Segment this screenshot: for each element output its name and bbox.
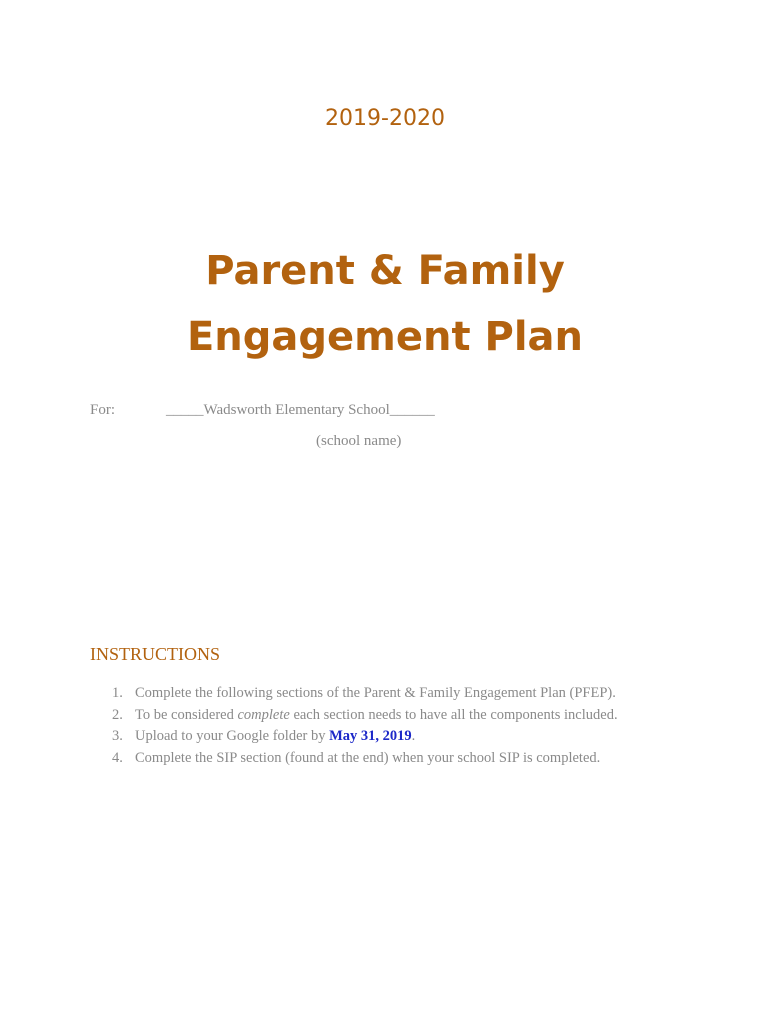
list-item (112, 726, 618, 748)
item-number: 1. (112, 685, 123, 701)
instructions-heading: INSTRUCTIONS (90, 644, 221, 664)
school-row (90, 402, 435, 419)
item-text: Complete the following sections of the Parent & Family Engagement Plan (PFEP). (135, 685, 616, 701)
plan-year: 2019-2020 (325, 106, 445, 131)
deadline-date: May 31, 2019 (329, 728, 412, 744)
title-line-1: Parent & Family (205, 248, 565, 294)
list-item (112, 683, 618, 705)
instructions-list (112, 683, 618, 769)
title-line-2: Engagement Plan (186, 314, 583, 360)
list-item (112, 748, 618, 770)
school-name-caption: (school name) (316, 433, 402, 449)
item-emphasis: complete (237, 706, 290, 723)
item-text: Complete the SIP section (found at the end) when your school SIP is completed. (135, 749, 601, 766)
item-text-pre: To be considered (135, 706, 238, 723)
item-number: 4. (112, 749, 123, 766)
item-number: 2. (112, 706, 123, 723)
item-text-post: each section needs to have all the components included. (289, 706, 618, 723)
item-text-post: . (411, 728, 416, 744)
list-item (112, 705, 618, 727)
item-number: 3. (112, 728, 123, 744)
item-text-pre: Upload to your Google folder by (135, 728, 330, 744)
document-title (0, 238, 770, 370)
school-name-field: _____Wadsworth Elementary School______ (166, 402, 435, 418)
for-label: For: (90, 402, 116, 418)
